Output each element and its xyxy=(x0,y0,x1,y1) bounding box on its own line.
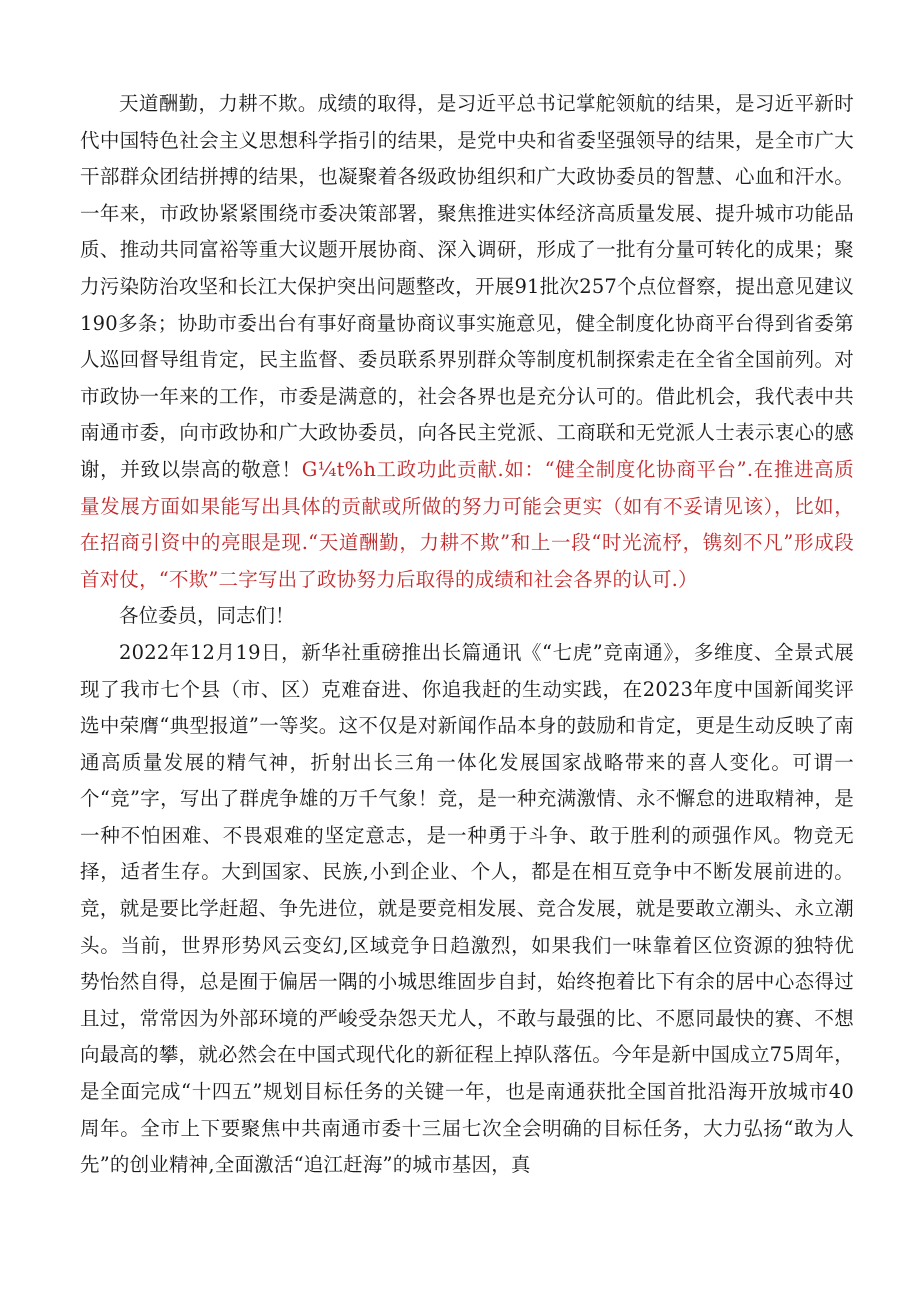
paragraph-achievements xyxy=(80,86,854,598)
document-body xyxy=(80,86,854,1184)
paragraph-seven-tigers: 2022年12月19日，新华社重磅推出长篇通讯《“七虎”竞南通》，多维度、全景式展现了我市七个县（市、区）克难奋进、你追我赶的生动实践，在2023年度中国新闻奖评选中荣膺“典型报道”一等奖。这不仅是对新闻作品本身的鼓励和肯定，更是生动反映了南通高质量发展的精气神，折射出长三角一体化发展国家战略带来的喜人变化。可谓一个“竞”字，写出了群虎争雄的万千气象！竞，是一种充满激情、永不懈怠的进取精神，是一种不怕困难、不畏艰难的坚定意志，是一种勇于斗争、敢于胜利的顽强作风。物竞无择，适者生存。大到国家、民族,小到企业、个人，都是在相互竞争中不断发展前进的。竞，就是要比学赶超、争先进位，就是要竞相发展、竞合发展，就是要敢立潮头、永立潮头。当前，世界形势风云变幻,区域竞争日趋激烈，如果我们一味靠着区位资源的独特优势怡然自得，总是囿于偏居一隅的小城思维固步自封，始终抱着比下有余的居中心态得过且过，常常因为外部环境的严峻受杂怨天尤人，不敢与最强的比、不愿同最快的赛、不想向最高的攀，就必然会在中国式现代化的新征程上掉队落伍。今年是新中国成立75周年，是全面完成“十四五”规划目标任务的关键一年，也是南通获批全国首批沿海开放城市40周年。全市上下要聚焦中共南通市委十三届七次全会明确的目标任务，大力弘扬“敢为人先”的创业精神,全面激活“追江赶海”的城市基因，真 xyxy=(80,640,854,1177)
review-comment: G¼t%h工政功此贡献.如：“健全制度化协商平台”.在推进高质量发展方面如果能写出具体的贡献或所做的努力可能会更实（如有不妥请见该），比如，在招商引资中的亮眼是现.“天道酬勤，力耕不欺”和上一段“时光流杼，镌刻不凡”形成段首对仗，“不欺”二字写出了政协努力后取得的成绩和社会各界的认可.） xyxy=(80,457,855,591)
paragraph-achievements-text: 天道酬勤，力耕不欺。成绩的取得，是习近平总书记掌舵领航的结果，是习近平新时代中国特色社会主义思想科学指引的结果，是党中央和省委坚强领导的结果，是全市广大干部群众团结拼搏的结果，也凝聚着各级政协组织和广大政协委员的智慧、心血和汗水。一年来，市政协紧紧围绕市委决策部署，聚焦推进实体经济高质量发展、提升城市功能品质、推动共同富裕等重大议题开展协商、深入调研，形成了一批有分量可转化的成果；聚力污染防治攻坚和长江大保护突出问题整改，开展91批次257个点位督察，提出意见建议190多条；协助市委出台有事好商量协商议事实施意见，健全制度化协商平台得到省委第人巡回督导组肯定，民主监督、委员联系界别群众等制度机制探索走在全省全国前列。对市政协一年来的工作，市委是满意的，社会各界也是充分认可的。借此机会，我代表中共南通市委，向市政协和广大政协委员，向各民主党派、工商联和无党派人士表示衷心的感谢，并致以崇高的敬意！ xyxy=(80,92,854,481)
salutation: 各位委员，同志们！ xyxy=(119,604,295,628)
